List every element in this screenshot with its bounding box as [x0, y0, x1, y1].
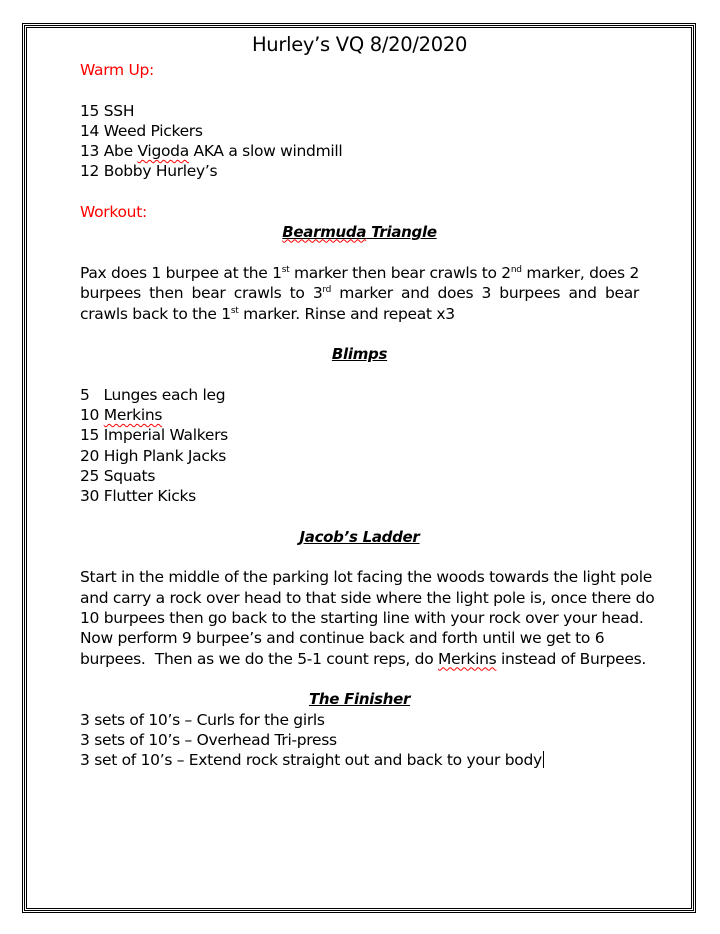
text-run: Pax does 1 burpee at the 1 [80, 263, 282, 282]
ordinal-superscript: nd [510, 264, 522, 275]
blimps-item: 15 Imperial Walkers [80, 426, 228, 445]
jacobs-ladder-line [80, 649, 647, 669]
text-run: marker, does 2 burpees then bear crawls to 3 [80, 263, 640, 303]
finisher-item: 3 sets of 10’s – Curls for the girls [80, 710, 325, 729]
warmup-item: 12 Bobby Hurley’s [80, 162, 218, 181]
warmup-item-text: AKA a slow windmill [188, 142, 343, 161]
blimps-item: 20 High Plank Jacks [80, 446, 227, 465]
text-cursor [543, 751, 544, 768]
warmup-item: 14 Weed Pickers [80, 121, 203, 140]
blimps-item [80, 405, 639, 425]
section-heading-the-finisher: The Finisher [308, 690, 411, 709]
warmup-label: Warm Up: [80, 61, 154, 79]
ordinal-superscript: rd [322, 285, 332, 296]
blank-line [80, 182, 639, 202]
blank-line [80, 547, 639, 567]
finisher-item: 3 sets of 10’s – Overhead Tri-press [80, 730, 337, 749]
document-title: Hurley’s VQ 8/20/2020 [251, 33, 468, 56]
workout-label: Workout: [80, 203, 147, 222]
ordinal-superscript: st [230, 305, 239, 316]
warmup-item: 15 SSH [80, 101, 135, 120]
spellcheck-flagged-word[interactable]: Bearmuda [282, 223, 367, 242]
blank-line [80, 507, 639, 527]
blimps-item: 30 Flutter Kicks [80, 487, 196, 506]
text-run: instead of Burpees. [496, 649, 647, 668]
section-heading-blimps: Blimps [331, 345, 388, 364]
ordinal-superscript: st [281, 264, 290, 275]
blank-line [80, 324, 639, 344]
jacobs-ladder-line: Now perform 9 burpee’s and continue back and forth until we get to 6 [80, 629, 605, 648]
text-run: marker then bear crawls to 2 [289, 263, 511, 282]
spellcheck-flagged-word[interactable]: Merkins [438, 649, 497, 668]
jacobs-ladder-line: Start in the middle of the parking lot facing the woods towards the light pole [80, 568, 652, 587]
blimps-item: 5 Lunges each leg [80, 385, 226, 404]
bearmuda-paragraph [80, 263, 639, 324]
spellcheck-flagged-word[interactable]: Vigoda [137, 142, 189, 161]
text-run: marker and does 3 burpees and bear crawls back to the 1 [80, 284, 639, 323]
blank-line [80, 364, 639, 384]
warmup-item [80, 141, 639, 161]
warmup-item-text: 13 Abe [80, 142, 138, 161]
text-run: 10 [80, 406, 104, 425]
blank-line [80, 80, 639, 100]
finisher-item [80, 750, 639, 770]
section-heading-bearmuda-triangle [80, 222, 639, 242]
text-run: burpees. Then as we do the 5-1 count reps, do [80, 649, 439, 668]
text-run: 3 set of 10’s – Extend rock straight out and back to your body [80, 751, 542, 770]
section-heading-jacobs-ladder: Jacob’s Ladder [299, 527, 420, 546]
jacobs-ladder-line: and carry a rock over head to that side where the light pole is, once there do [80, 588, 655, 607]
jacobs-ladder-line: 10 burpees then go back to the starting line with your rock over your head. [80, 609, 644, 628]
text-run: Triangle [366, 223, 437, 242]
document-body[interactable] [80, 30, 655, 770]
blank-line [80, 243, 639, 263]
spellcheck-flagged-word[interactable]: Merkins [103, 406, 163, 425]
section-heading-text [282, 223, 436, 241]
blimps-item: 25 Squats [80, 466, 156, 485]
text-run: marker. Rinse and repeat x3 [238, 304, 455, 323]
blank-line [80, 669, 639, 689]
